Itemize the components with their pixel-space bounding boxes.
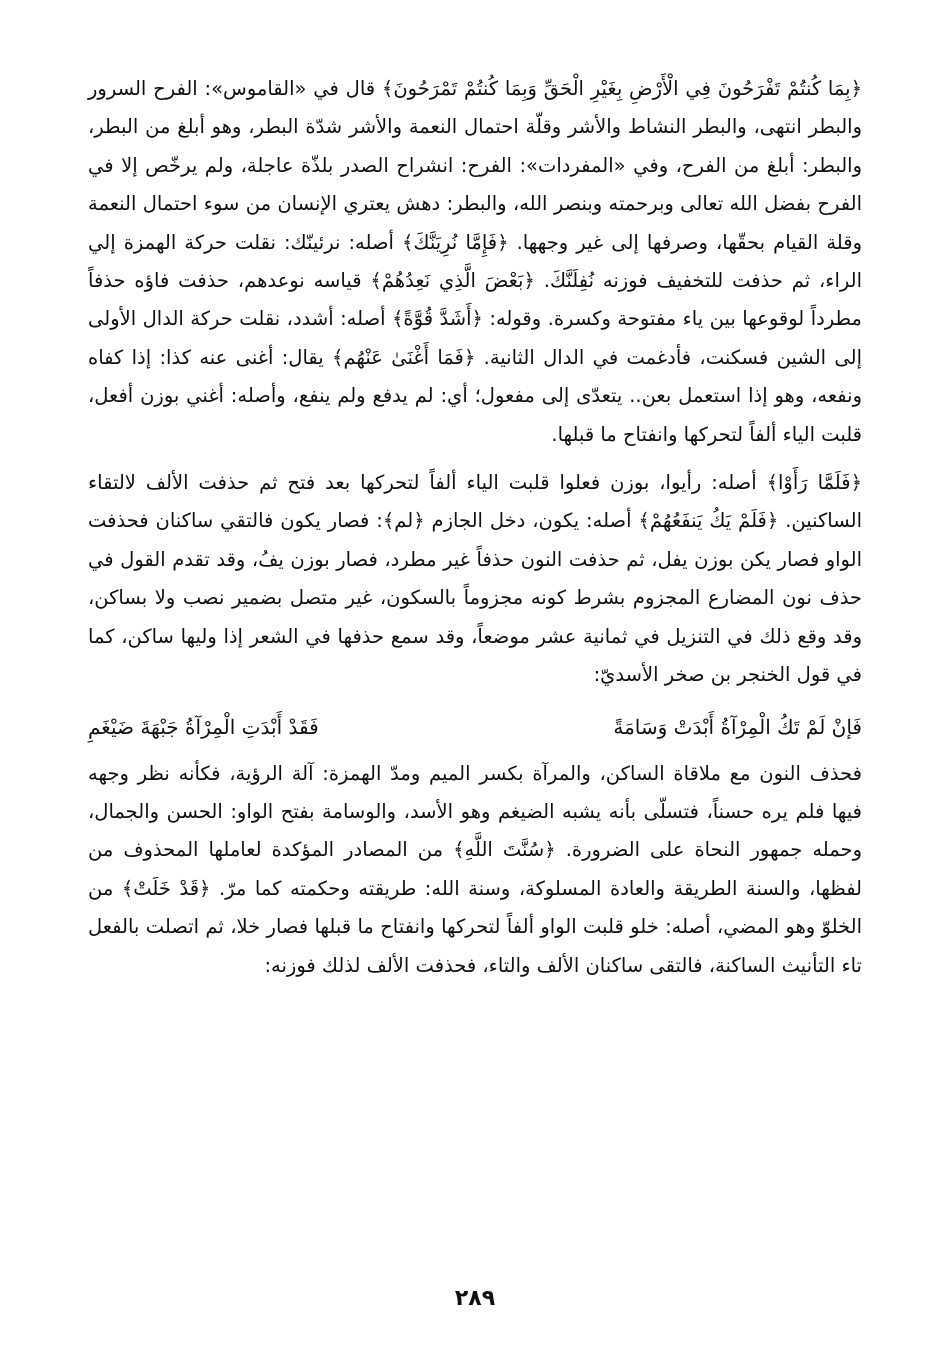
verse-second-hemistich: فَقَدْ أَبْدَتِ الْمِرْآةُ جَبْهَةَ ضَيْغَمِ bbox=[88, 714, 319, 739]
page-number: ٢٨٩ bbox=[454, 1286, 496, 1311]
paragraph-2: ﴿فَلَمَّا رَأَوْا﴾ أصله: رأيوا، بوزن فعلوا قلبت الياء ألفاً لتحركها بعد فتح ثم حذفت الألف لالتقاء الساكنين. ﴿فَلَمْ يَكُ يَنفَعُهُمْ﴾ أصله: يكون، دخل الجازم ﴿لم﴾: فصار يكون فالتقي ساكنان فحذفت الواو فصار يكن بوزن يفل، ثم حذفت النون حذفاً غير مطرد، فصار بوزن يفُ، وقد تقدم القول في حذف نون المضارع المجزوم بشرط كونه مجزوماً بالسكون، غير متصل بضمير نصب ولا بساكن، وقد وقع ذلك في التنزيل في ثمانية عشر موضعاً، وقد سمع حذفها في الشعر إذا وليها ساكن، كما في قول الخنجر بن صخر الأسديّ: bbox=[88, 471, 862, 687]
paragraph-3: فحذف النون مع ملاقاة الساكن، والمرآة بكسر الميم ومدّ الهمزة: آلة الرؤية، فكأنه نظر وجهه فيها فلم يره حسناً، فتسلّى بأنه يشبه الضيغم وهو الأسد، والوسامة بفتح الواو: الحسن والجمال، وحمله جمهور النحاة على الضرورة. ﴿سُنَّتَ اللَّهِ﴾ من المصادر المؤكدة لعاملها المحذوف من لفظها، والسنة الطريقة والعادة المسلوكة، وسنة الله: طريقته وحكمته كما مرّ. ﴿قَدْ خَلَتْ﴾ من الخلوّ وهو المضي، أصله: خلو قلبت الواو ألفاً لتحركها وانفتاح ما قبلها فصار خلا، ثم اتصلت بالفعل تاء التأنيث الساكنة، فالتقى ساكنان الألف والتاء، فحذفت الألف لذلك فوزنه: bbox=[88, 761, 862, 977]
verse-first-hemistich: فَإنْ لَمْ تَكُ الْمِرْآةُ أَبْدَتْ وَسَامَةً bbox=[613, 714, 862, 739]
page-body bbox=[88, 70, 862, 985]
poetry-verse bbox=[88, 707, 862, 747]
paragraph-1: ﴿بِمَا كُنتُمْ تَفْرَحُونَ فِي الْأَرْضِ بِغَيْرِ الْحَقِّ وَبِمَا كُنتُمْ تَمْرَحُونَ﴾ قال في «القاموس»: الفرح السرور والبطر انتهى، والبطر النشاط والأشر وقلّة احتمال النعمة والأشر شدّة البطر، وهو أبلغ من البطر، والبطر: أبلغ من الفرح، وفي «المفردات»: الفرح: انشراح الصدر بلذّة عاجلة، ولم يرخّص إلا في الفرح بفضل الله تعالى وبرحمته وبنصر الله، والبطر: دهش يعتري الإنسان من سوء احتمال النعمة وقلة القيام بحقّها، وصرفها إلى غير وجهها. ﴿فَإِمَّا نُرِيَنَّكَ﴾ أصله: نرئينّك: نقلت حركة الهمزة إلي الراء، ثم حذفت للتخفيف فوزنه نُفِلَنَّكَ. ﴿بَعْضَ الَّذِي نَعِدُهُمْ﴾ قياسه نوعدهم، حذفت فاؤه حذفاً مطرداً لوقوعها بين ياء مفتوحة وكسرة. وقوله: ﴿أَشَدَّ قُوَّةً﴾ أصله: أشدد، نقلت حركة الدال الأولى إلى الشين فسكنت، فأدغمت في الدال الثانية. ﴿فَمَا أَغْنَىٰ عَنْهُم﴾ يقال: أغنى عنه كذا: إذا كفاه ونفعه، وهو إذا استعمل بعن.. يتعدّى إلى مفعول؛ أي: لم يدفع ولم ينفع، وأصله: أغني بوزن أفعل، قلبت الياء ألفاً لتحركها وانفتاح ما قبلها. bbox=[88, 77, 862, 446]
